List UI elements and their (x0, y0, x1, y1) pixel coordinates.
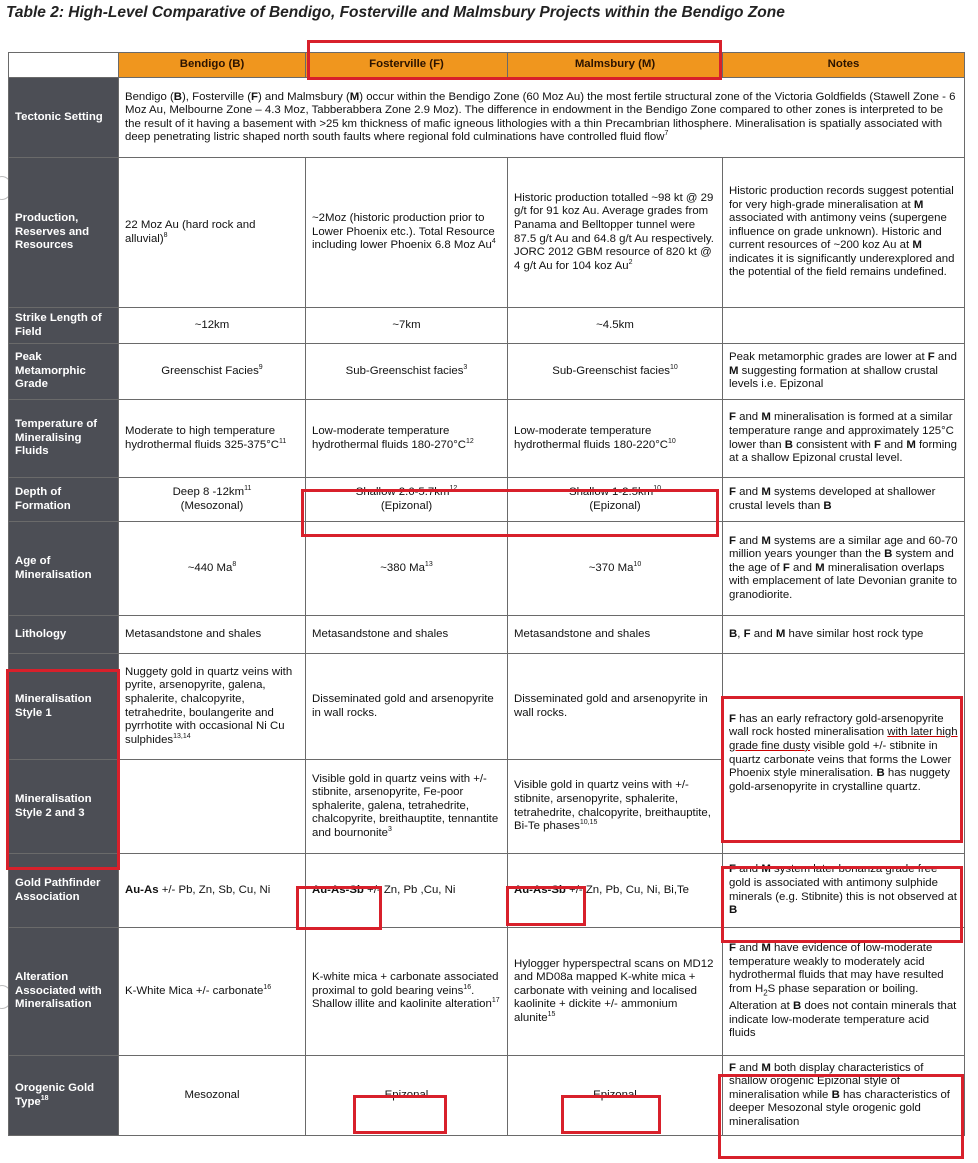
pathfinder-notes: F and M system later bonanza grade free gold is associated with antimony sulphide minerals (e.g. Stibnite) this is not observed at B (723, 854, 965, 928)
pathfinder-fosterville: Au-As-Sb +/- Zn, Pb ,Cu, Ni (306, 854, 508, 928)
style1-malmsbury: Disseminated gold and arsenopyrite in wall rocks. (508, 654, 723, 760)
header-corner (9, 53, 119, 78)
age-fosterville: ~380 Ma$^{13}$ (306, 522, 508, 616)
alteration-malmsbury: Hylogger hyperspectral scans on MD12 and MD08a mapped K-white mica + carbonate with veining and localised kaolinite + dickite +/- ammonium alunite$^{15}$ (508, 928, 723, 1056)
style23-fosterville: Visible gold in quartz veins with +/- stibnite, arsenopyrite, Fe-poor sphalerite, galena, tetrahedrite, chalcopyrite, breithauptite, tennantite and bournonite$^3$ (306, 760, 508, 854)
table-title: Table 2: High-Level Comparative of Bendigo, Fosterville and Malmsbury Projects within the Bendigo Zone (6, 4, 785, 21)
strike-bendigo: ~12km (119, 308, 306, 344)
row-label-orogenic: Orogenic Gold Type$^{18}$ (9, 1056, 119, 1136)
table-row (9, 854, 965, 928)
table-row (9, 616, 965, 654)
row-label-tectonic: Tectonic Setting (9, 78, 119, 158)
table-row (9, 654, 965, 760)
age-malmsbury: ~370 Ma$^{10}$ (508, 522, 723, 616)
age-notes: F and M systems are a similar age and 60-70 million years younger than the B system and the age of F and M mineralisation overlaps with emplacement of late Devonian granite to granodiorite. (723, 522, 965, 616)
depth-notes: F and M systems developed at shallower crustal levels than B (723, 478, 965, 522)
production-fosterville: ~2Moz (historic production prior to Lower Phoenix etc.). Total Resource including lower Phoenix 6.8 Moz Au$^4$ (306, 158, 508, 308)
metamorphic-notes: Peak metamorphic grades are lower at F and M suggesting formation at shallow crustal levels i.e. Epizonal (723, 344, 965, 400)
row-label-depth: Depth of Formation (9, 478, 119, 522)
table-row (9, 1056, 965, 1136)
row-label-style23: Mineralisation Style 2 and 3 (9, 760, 119, 854)
table-row (9, 522, 965, 616)
temperature-bendigo: Moderate to high temperature hydrothermal fluids $325-375^\circ C^{11}$ (119, 400, 306, 478)
alteration-notes: F and M have evidence of low-moderate temperature weakly to moderately acid hydrothermal fluids that may have resulted from $H_2S$ phase separation or boiling. Alteration at B does not contain minerals that indicate low-moderate temperature acid fluids (723, 928, 965, 1056)
strike-notes (723, 308, 965, 344)
table-row (9, 308, 965, 344)
row-label-strike: Strike Length of Field (9, 308, 119, 344)
production-malmsbury: Historic production totalled ~98 kt @ 29 g/t for 91 koz Au. Average grades from Panama and Belltopper tunnel were 87.5 g/t Au and 64.8 g/t Au respectively. JORC 2012 GBM resource of 820 kt @ 4 g/t Au for 104 koz Au$^2$ (508, 158, 723, 308)
metamorphic-fosterville: Sub-Greenschist facies$^3$ (306, 344, 508, 400)
depth-malmsbury: Shallow $1-2.5km^{10}$ (Epizonal) (508, 478, 723, 522)
temperature-notes: F and M mineralisation is formed at a similar temperature range and approximately 125°C lower than B consistent with F and M forming at a shallow Epizonal crustal level. (723, 400, 965, 478)
comparison-table (8, 52, 965, 1136)
depth-bendigo: Deep 8 $-12km^{11}$ (Mesozonal) (119, 478, 306, 522)
row-label-pathfinder: Gold Pathfinder Association (9, 854, 119, 928)
header-row (9, 53, 965, 78)
table-row (9, 158, 965, 308)
table-row (9, 344, 965, 400)
production-bendigo: 22 Moz Au (hard rock and alluvial)$^8$ (119, 158, 306, 308)
table-row (9, 928, 965, 1056)
metamorphic-bendigo: Greenschist Facies$^9$ (119, 344, 306, 400)
table-row (9, 78, 965, 158)
lithology-fosterville: Metasandstone and shales (306, 616, 508, 654)
style23-malmsbury: Visible gold in quartz veins with +/- stibnite, arsenopyrite, sphalerite, tetrahedrite, chalcopyrite, breithauptite, Bi-Te phases$^{10,15}$ (508, 760, 723, 854)
column-header-bendigo: Bendigo (B) (119, 53, 306, 78)
pathfinder-malmsbury: Au-As-Sb +/- Zn, Pb, Cu, Ni, Bi,Te (508, 854, 723, 928)
orogenic-notes: F and M both display characteristics of shallow orogenic Epizonal style of mineralisation while B has characteristics of deeper Mesozonal style orogenic gold mineralisation (723, 1056, 965, 1136)
temperature-malmsbury: Low-moderate temperature hydrothermal fluids $180-220^\circ C^{10}$ (508, 400, 723, 478)
temperature-fosterville: Low-moderate temperature hydrothermal fluids $180-270^\circ C^{12}$ (306, 400, 508, 478)
column-header-notes: Notes (723, 53, 965, 78)
table-row (9, 478, 965, 522)
row-label-production: Production, Reserves and Resources (9, 158, 119, 308)
row-label-age: Age of Mineralisation (9, 522, 119, 616)
column-header-fosterville: Fosterville (F) (306, 53, 508, 78)
orogenic-malmsbury: Epizonal (508, 1056, 723, 1136)
alteration-fosterville: K-white mica + carbonate associated proximal to gold bearing veins$^{16}$. Shallow illite and kaolinite alteration$^{17}$ (306, 928, 508, 1056)
strike-fosterville: ~7km (306, 308, 508, 344)
alteration-bendigo: K-White Mica +/- carbonate$^{16}$ (119, 928, 306, 1056)
orogenic-fosterville: Epizonal (306, 1056, 508, 1136)
row-label-temperature: Temperature of Mineralising Fluids (9, 400, 119, 478)
metamorphic-malmsbury: Sub-Greenschist facies$^{10}$ (508, 344, 723, 400)
table-row (9, 400, 965, 478)
row-label-lithology: Lithology (9, 616, 119, 654)
strike-malmsbury: ~4.5km (508, 308, 723, 344)
lithology-bendigo: Metasandstone and shales (119, 616, 306, 654)
style23-bendigo (119, 760, 306, 854)
style-notes: F has an early refractory gold-arsenopyrite wall rock hosted mineralisation with later high grade fine dusty visible gold +/- stibnite in quartz carbonate veins that forms the Lower Phoenix style mineralisation. B has nuggety gold-arsenopyrite in crystalline quartz. (723, 654, 965, 854)
column-header-malmsbury: Malmsbury (M) (508, 53, 723, 78)
production-notes: Historic production records suggest potential for very high-grade mineralisation at M associated with antimony veins (supergene influence on grade unknown). Historic and current resources of ~200 koz Au at M indicates it is significantly underexplored and the potential of the field remains undefined. (723, 158, 965, 308)
pathfinder-bendigo: Au-As +/- Pb, Zn, Sb, Cu, Ni (119, 854, 306, 928)
depth-fosterville: Shallow $2.6-5.7km^{12}$ (Epizonal) (306, 478, 508, 522)
age-bendigo: ~440 Ma$^8$ (119, 522, 306, 616)
row-label-metamorphic: Peak Metamorphic Grade (9, 344, 119, 400)
orogenic-bendigo: Mesozonal (119, 1056, 306, 1136)
row-label-style1: Mineralisation Style 1 (9, 654, 119, 760)
lithology-notes: B, F and M have similar host rock type (723, 616, 965, 654)
tectonic-text: Bendigo (B), Fosterville (F) and Malmsbury (M) occur within the Bendigo Zone (60 Moz Au) the most fertile structural zone of the Victoria Goldfields (Stawell Zone - 6 Moz Au, Melbourne Zone – 4.3 Moz, Tabberabbera Zone 2.9 Moz). The difference in endowment in the Bendigo Zone compared to other zones is interpreted to be the result of it having a basement with >25 km thickness of mafic igneous lithologies with a thin Precambrian lithosphere. Mineralisation is spatially associated with deep penetrating listric shaped north south faults where regional fold culminations have controlled fluid flow$^7$ (119, 78, 965, 158)
lithology-malmsbury: Metasandstone and shales (508, 616, 723, 654)
style1-fosterville: Disseminated gold and arsenopyrite in wall rocks. (306, 654, 508, 760)
style1-bendigo: Nuggety gold in quartz veins with pyrite, arsenopyrite, galena, sphalerite, chalcopyrite, tetrahedrite, boulangerite and pyrrhotite with occasional Ni Cu sulphides$^{13,14}$ (119, 654, 306, 760)
row-label-alteration: Alteration Associated with Mineralisation (9, 928, 119, 1056)
